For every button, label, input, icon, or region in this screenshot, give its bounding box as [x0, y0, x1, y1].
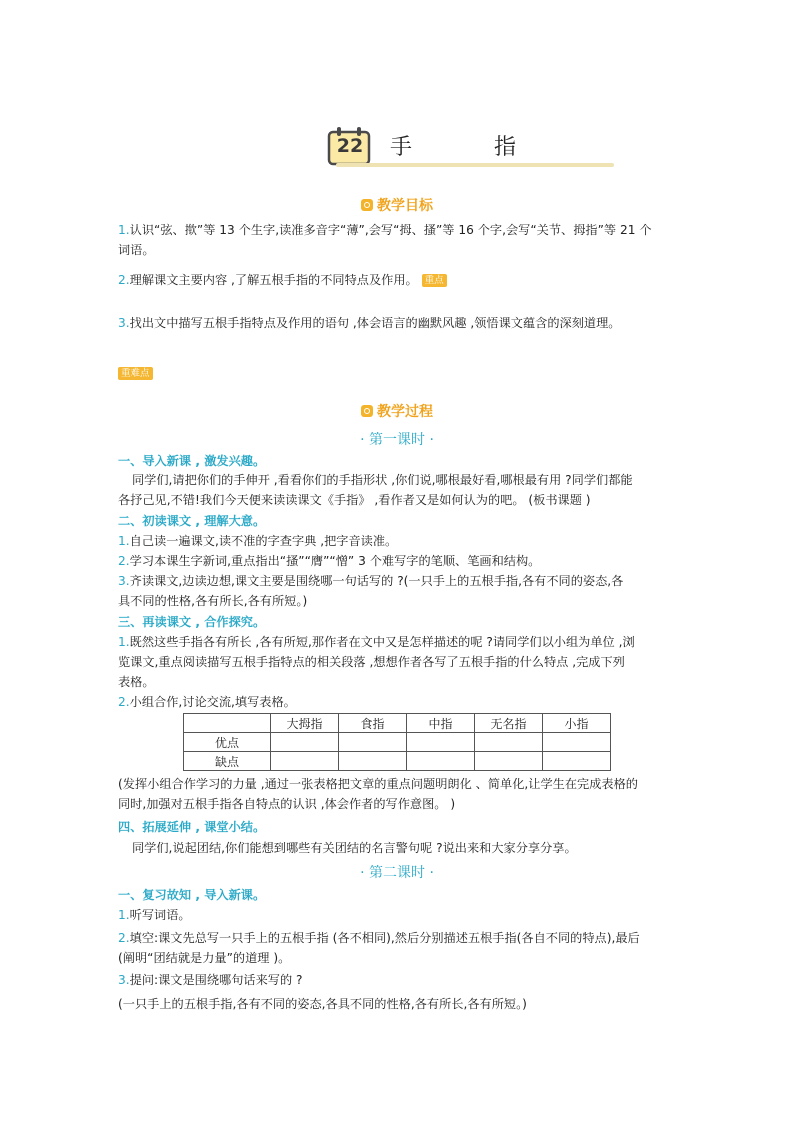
section-1-para-line-2: 各抒己见,不错!我们今天便来读读课文《手指》 ,看作者又是如何认为的吧。 (板书课题 ) — [118, 493, 591, 507]
section-4-para: 同学们,说起团结,你们能想到哪些有关团结的名言警句呢 ?说出来和大家分享分享。 — [132, 841, 577, 855]
section-3-item-1-line-1: 1.既然这些手指各有所长 ,各有所短,那作者在文中又是怎样描述的呢 ?请同学们以小组为单位 ,浏 — [118, 635, 635, 649]
title-underline — [336, 163, 614, 167]
section-2-item-3-cont: 具不同的性格,各有所长,各有所短。) — [118, 594, 308, 608]
lesson-number: 22 — [336, 135, 364, 157]
table-cell — [475, 752, 543, 771]
table-header-cell: 中指 — [407, 714, 475, 733]
table-cell — [543, 752, 611, 771]
goal-1: 1.认识“弦、揿”等 13 个生字,读准多音字“薄”,会写“拇、搔”等 16 个字,会写“关节、拇指”等 21 个 — [118, 223, 652, 237]
table-row-label: 优点 — [184, 733, 271, 752]
section-2-item-1: 1.自己读一遍课文,读不准的字查字典 ,把字音读准。 — [118, 534, 398, 548]
goal-1-cont: 词语。 — [118, 243, 155, 257]
section-5-item-3: 3.提问:课文是围绕哪句话来写的 ? — [118, 973, 303, 987]
section-3-note-line-1: (发挥小组合作学习的力量 ,通过一张表格把文章的重点问题明朗化 、简单化,让学生在完成表格的 — [118, 777, 638, 791]
section-5-item-2: 2.填空:课文先总写一只手上的五根手指 (各不相同),然后分别描述五根手指(各自不同的特点),最后 — [118, 931, 640, 945]
lesson-2-label: · 第二课时 · — [360, 865, 434, 881]
section-5-item-2-cont: (阐明“团结就是力量”的道理 )。 — [118, 951, 291, 965]
section-3-note-line-2: 同时,加强对五根手指各自特点的认识 ,体会作者的写作意图。 ) — [118, 797, 456, 811]
table-row — [184, 752, 611, 771]
section-2-item-2: 2.学习本课生字新词,重点指出“搔”“膺”“憎” 3 个难写字的笔顺、笔画和结构。 — [118, 554, 541, 568]
goals-heading: 教学目标 — [0, 195, 794, 215]
process-heading: 教学过程 — [0, 401, 794, 421]
table-header-cell: 小指 — [543, 714, 611, 733]
section-5-item-1: 1.听写词语。 — [118, 908, 191, 922]
table-header-row — [184, 714, 611, 733]
section-1-heading: 一、导入新课 , 激发兴趣。 — [118, 454, 266, 468]
table-cell — [271, 752, 339, 771]
section-5-item-3-answer: (一只手上的五根手指,各有不同的姿态,各具不同的性格,各有所长,各有所短。) — [118, 997, 527, 1011]
section-2-item-3: 3.齐读课文,边读边想,课文主要是围绕哪一句话写的 ?(一只手上的五根手指,各有不同的姿态,各 — [118, 574, 624, 588]
goal-2: 2.理解课文主要内容 ,了解五根手指的不同特点及作用。 重点 — [118, 270, 678, 290]
lesson-1-label: · 第一课时 · — [360, 432, 434, 448]
target-icon — [361, 199, 373, 211]
section-2-heading: 二、初读课文 , 理解大意。 — [118, 514, 266, 528]
difficulty-tag-wrap — [118, 362, 153, 381]
table-cell — [339, 752, 407, 771]
table-cell — [271, 733, 339, 752]
process-icon — [361, 405, 373, 417]
goal-3: 3.找出文中描写五根手指特点及作用的语句 ,体会语言的幽默风趣 ,领悟课文蕴含的深刻道理。 — [118, 316, 621, 330]
section-3-item-1-line-2: 览课文,重点阅读描写五根手指特点的相关段落 ,想想作者各写了五根手指的什么特点 ,完成下列 — [118, 655, 625, 669]
table-header-cell: 无名指 — [475, 714, 543, 733]
table-cell — [475, 733, 543, 752]
table-cell — [407, 733, 475, 752]
table-cell — [543, 733, 611, 752]
section-1-para-line-1: 同学们,请把你们的手伸开 ,看看你们的手指形状 ,你们说,哪根最好看,哪根最有用 ?同学们都能 — [132, 473, 633, 487]
section-3-heading: 三、再读课文 , 合作探究。 — [118, 615, 266, 629]
table-row-label: 缺点 — [184, 752, 271, 771]
table-header-cell — [184, 714, 271, 733]
section-5-heading: 一、复习故知 , 导入新课。 — [118, 888, 266, 902]
lesson-title: 手 指 — [390, 135, 547, 160]
key-point-tag: 重点 — [422, 274, 447, 287]
lesson-number-badge — [326, 126, 372, 166]
table-cell — [407, 752, 475, 771]
section-3-item-2: 2.小组合作,讨论交流,填写表格。 — [118, 695, 296, 709]
section-3-item-1-line-3: 表格。 — [118, 675, 155, 689]
section-4-heading: 四、拓展延伸 , 课堂小结。 — [118, 820, 266, 834]
table-cell — [339, 733, 407, 752]
table-header-cell: 大拇指 — [271, 714, 339, 733]
difficulty-tag: 重难点 — [118, 367, 153, 380]
finger-traits-table — [183, 713, 611, 771]
table-header-cell: 食指 — [339, 714, 407, 733]
table-row — [184, 733, 611, 752]
